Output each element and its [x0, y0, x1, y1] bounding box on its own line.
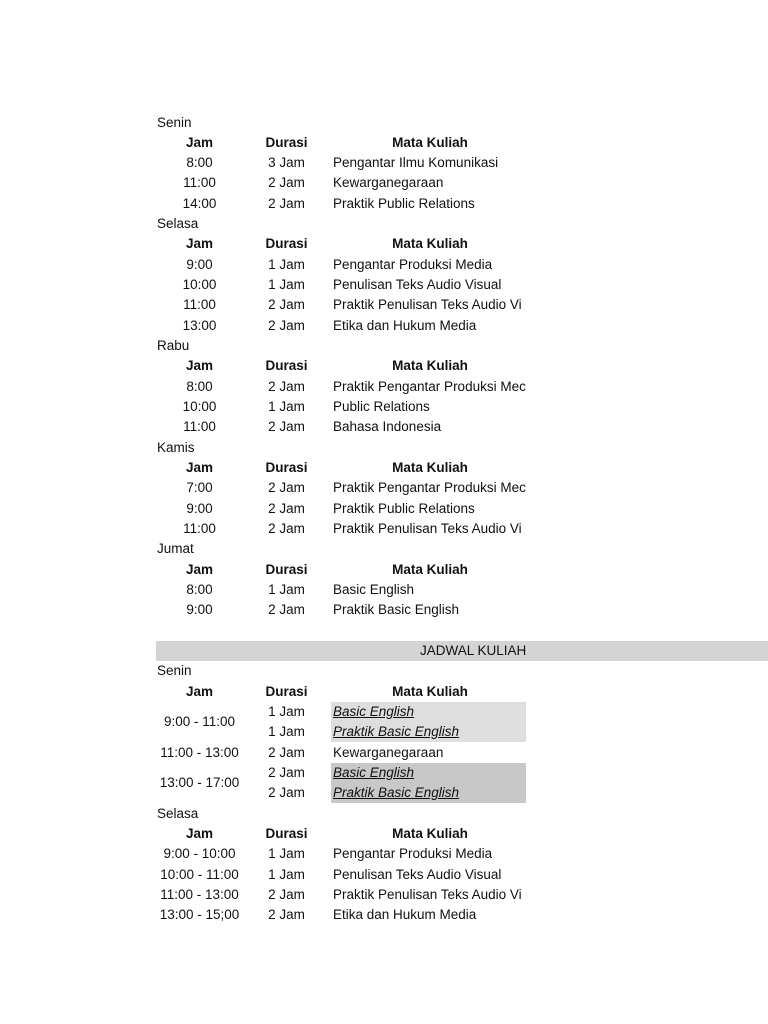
cell-mata-kuliah-link[interactable]: Praktik Basic English — [333, 724, 460, 739]
cell-mata-kuliah-link[interactable]: Praktik Basic English — [333, 785, 460, 800]
cell-mata-kuliah-link[interactable]: Basic English — [333, 704, 415, 719]
cell-jam: 8:00 — [186, 155, 213, 170]
header-mata-kuliah: Mata Kuliah — [392, 460, 468, 475]
day-label: Senin — [157, 115, 192, 130]
cell-jam: 10:00 — [182, 399, 217, 414]
day-label: Selasa — [157, 216, 199, 231]
cell-durasi: 2 Jam — [268, 785, 305, 800]
cell-durasi: 1 Jam — [268, 846, 305, 861]
header-mata-kuliah: Mata Kuliah — [392, 135, 468, 150]
header-durasi: Durasi — [265, 135, 308, 150]
header-durasi: Durasi — [265, 358, 308, 373]
header-mata-kuliah: Mata Kuliah — [392, 358, 468, 373]
cell-durasi: 1 Jam — [268, 277, 305, 292]
day-label: Selasa — [157, 806, 199, 821]
cell-mata-kuliah: Penulisan Teks Audio Visual — [333, 867, 502, 882]
cell-durasi: 2 Jam — [268, 297, 305, 312]
header-durasi: Durasi — [265, 684, 308, 699]
header-durasi: Durasi — [265, 460, 308, 475]
cell-jam: 14:00 — [182, 196, 217, 211]
cell-mata-kuliah: Basic English — [333, 582, 415, 597]
header-durasi: Durasi — [265, 826, 308, 841]
header-jam: Jam — [185, 358, 214, 373]
cell-mata-kuliah: Praktik Pengantar Produksi Mec — [333, 480, 526, 495]
cell-jam: 9:00 — [186, 602, 213, 617]
cell-durasi: 2 Jam — [268, 907, 305, 922]
cell-durasi: 2 Jam — [268, 175, 305, 190]
header-mata-kuliah: Mata Kuliah — [392, 826, 468, 841]
cell-mata-kuliah: Praktik Penulisan Teks Audio Vi — [333, 887, 522, 902]
cell-mata-kuliah: Etika dan Hukum Media — [333, 318, 477, 333]
cell-durasi: 2 Jam — [268, 521, 305, 536]
cell-mata-kuliah: Pengantar Ilmu Komunikasi — [333, 155, 499, 170]
header-mata-kuliah: Mata Kuliah — [392, 562, 468, 577]
header-jam: Jam — [185, 135, 214, 150]
cell-jam: 8:00 — [186, 582, 213, 597]
cell-durasi: 2 Jam — [268, 887, 305, 902]
cell-jam: 9:00 - 10:00 — [163, 846, 236, 861]
cell-durasi: 1 Jam — [268, 582, 305, 597]
cell-mata-kuliah: Praktik Penulisan Teks Audio Vi — [333, 297, 522, 312]
cell-mata-kuliah: Kewarganegaraan — [333, 175, 444, 190]
cell-jam: 11:00 — [183, 175, 216, 190]
cell-mata-kuliah: Praktik Basic English — [333, 602, 460, 617]
cell-jam: 8:00 — [186, 379, 213, 394]
header-durasi: Durasi — [265, 562, 308, 577]
day-label: Jumat — [157, 541, 194, 556]
cell-durasi: 2 Jam — [268, 745, 305, 760]
cell-jam: 11:00 — [183, 521, 216, 536]
header-mata-kuliah: Mata Kuliah — [392, 684, 468, 699]
jadwal-title: JADWAL KULIAH — [420, 643, 527, 658]
cell-durasi: 2 Jam — [268, 419, 305, 434]
cell-jam: 11:00 - 13:00 — [160, 745, 239, 760]
cell-jam: 10:00 — [182, 277, 217, 292]
cell-durasi: 3 Jam — [268, 155, 305, 170]
cell-jam: 13:00 — [182, 318, 217, 333]
cell-durasi: 2 Jam — [268, 480, 305, 495]
cell-jam: 7:00 — [186, 480, 213, 495]
cell-jam-merged: 9:00 - 11:00 — [163, 714, 236, 729]
cell-mata-kuliah: Praktik Public Relations — [333, 501, 475, 516]
cell-mata-kuliah: Praktik Pengantar Produksi Mec — [333, 379, 526, 394]
cell-durasi: 2 Jam — [268, 501, 305, 516]
cell-mata-kuliah: Praktik Public Relations — [333, 196, 475, 211]
cell-mata-kuliah: Pengantar Produksi Media — [333, 257, 493, 272]
cell-mata-kuliah: Public Relations — [333, 399, 430, 414]
cell-durasi: 1 Jam — [268, 724, 305, 739]
cell-durasi: 1 Jam — [268, 257, 305, 272]
header-durasi: Durasi — [265, 236, 308, 251]
cell-durasi: 2 Jam — [268, 602, 305, 617]
cell-jam: 11:00 — [183, 419, 216, 434]
cell-jam: 13:00 - 15;00 — [159, 907, 240, 922]
header-jam: Jam — [185, 460, 214, 475]
cell-mata-kuliah: Pengantar Produksi Media — [333, 846, 493, 861]
cell-mata-kuliah: Kewarganegaraan — [333, 745, 444, 760]
header-mata-kuliah: Mata Kuliah — [392, 236, 468, 251]
cell-durasi: 1 Jam — [268, 704, 305, 719]
cell-mata-kuliah: Bahasa Indonesia — [333, 419, 442, 434]
cell-mata-kuliah: Penulisan Teks Audio Visual — [333, 277, 502, 292]
day-label: Senin — [157, 663, 192, 678]
cell-jam-merged: 13:00 - 17:00 — [159, 775, 240, 790]
cell-jam: 10:00 - 11:00 — [160, 867, 239, 882]
header-jam: Jam — [185, 236, 214, 251]
header-jam: Jam — [185, 826, 214, 841]
cell-durasi: 1 Jam — [268, 399, 305, 414]
cell-durasi: 1 Jam — [268, 867, 305, 882]
day-label: Kamis — [157, 440, 195, 455]
cell-jam: 11:00 - 13:00 — [160, 887, 239, 902]
cell-durasi: 2 Jam — [268, 196, 305, 211]
header-jam: Jam — [185, 562, 214, 577]
cell-durasi: 2 Jam — [268, 765, 305, 780]
header-jam: Jam — [185, 684, 214, 699]
day-label: Rabu — [157, 338, 190, 353]
cell-durasi: 2 Jam — [268, 318, 305, 333]
cell-mata-kuliah-link[interactable]: Basic English — [333, 765, 415, 780]
cell-mata-kuliah: Praktik Penulisan Teks Audio Vi — [333, 521, 522, 536]
cell-durasi: 2 Jam — [268, 379, 305, 394]
cell-mata-kuliah: Etika dan Hukum Media — [333, 907, 477, 922]
cell-jam: 9:00 — [186, 501, 213, 516]
cell-jam: 9:00 — [186, 257, 213, 272]
cell-jam: 11:00 — [183, 297, 216, 312]
